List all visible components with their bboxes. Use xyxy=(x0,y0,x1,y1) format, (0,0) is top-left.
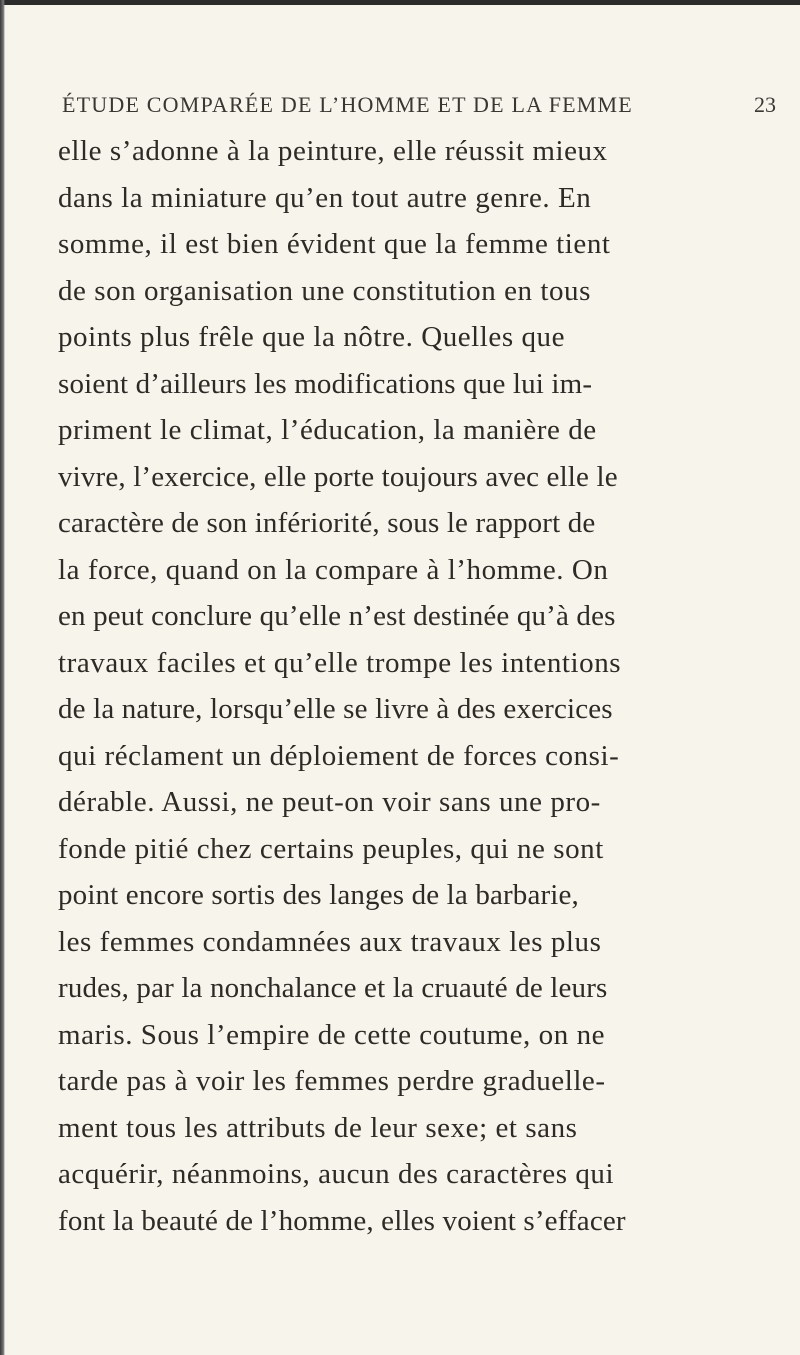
text-line: maris. Sous l’empire de cette coutume, on ne xyxy=(58,1018,606,1051)
page-number: 23 xyxy=(754,92,776,117)
text-line: soient d’ailleurs les modifications que lui im- xyxy=(58,367,593,400)
text-line: vivre, l’exercice, elle porte toujours avec elle le xyxy=(58,460,618,493)
text-line: de son organisation une constitution en tous xyxy=(58,274,591,307)
text-line: en peut conclure qu’elle n’est destinée qu’à des xyxy=(58,600,616,632)
text-line: de la nature, lorsqu’elle se livre à des exercices xyxy=(58,693,613,725)
text-line: tarde pas à voir les femmes perdre graduelle- xyxy=(58,1065,606,1097)
text-line: dans la miniature qu’en tout autre genre. En xyxy=(58,181,592,214)
text-line: la force, quand on la compare à l’homme. On xyxy=(58,553,609,586)
scan-top-edge xyxy=(0,0,800,5)
text-line: qui réclament un déploiement de forces consi- xyxy=(58,739,620,772)
text-line: points plus frêle que la nôtre. Quelles que xyxy=(58,321,566,353)
text-line: priment le climat, l’éducation, la manière de xyxy=(58,414,597,446)
running-title: ÉTUDE COMPARÉE DE L’HOMME ET DE LA FEMME xyxy=(62,92,633,117)
text-line: font la beauté de l’homme, elles voient s’effacer xyxy=(58,1204,626,1237)
text-line: point encore sortis des langes de la barbarie, xyxy=(58,879,579,911)
text-line: elle s’adonne à la peinture, elle réussit mieux xyxy=(58,135,608,167)
text-line: travaux faciles et qu’elle trompe les intentions xyxy=(58,646,622,679)
text-line: acquérir, néanmoins, aucun des caractères qui xyxy=(58,1158,615,1190)
text-line: rudes, par la nonchalance et la cruauté de leurs xyxy=(58,972,608,1004)
text-line: les femmes condamnées aux travaux les plus xyxy=(58,925,602,958)
text-line: caractère de son infériorité, sous le rapport de xyxy=(58,507,596,539)
text-line: somme, il est bien évident que la femme tient xyxy=(58,228,611,260)
body-text xyxy=(58,128,778,1244)
page-header xyxy=(0,92,800,126)
text-line: dérable. Aussi, ne peut-on voir sans une pro- xyxy=(58,786,601,818)
text-line: fonde pitié chez certains peuples, qui ne sont xyxy=(58,832,604,865)
scan-left-edge xyxy=(0,0,5,1355)
text-line: ment tous les attributs de leur sexe; et sans xyxy=(58,1111,578,1144)
